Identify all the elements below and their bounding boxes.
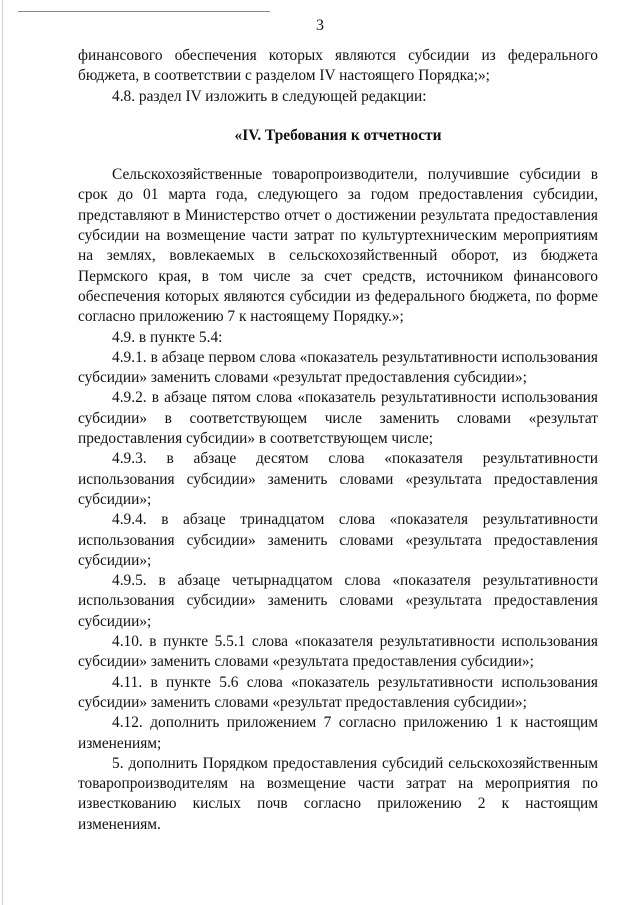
paragraph-4-9-2: 4.9.2. в абзаце пятом слова «показатель результативности использования субсидии» в соответствующем числе заменить словами «результат предоставления субсидии» в соответствующем числе; — [78, 389, 598, 448]
spacer — [78, 107, 598, 126]
paragraph-4-9-4: 4.9.4. в абзаце тринадцатом слова «показателя результативности использования субсидии» заменить словами «результата предоставления субсидии»; — [78, 511, 598, 569]
paragraph-continuation: финансового обеспечения которых являются субсидии из федерального бюджета, в соответствии с разделом IV настоящего Порядка;»; — [78, 47, 598, 85]
page-number: 3 — [316, 17, 324, 34]
paragraph-4-8: 4.8. раздел IV изложить в следующей редакции: — [112, 87, 427, 105]
section-heading: «IV. Требования к отчетности — [234, 126, 442, 144]
paragraph-4-9-3: 4.9.3. в абзаце десятом слова «показателя результативности использования субсидии» заменить словами «результата предоставления субсидии»; — [78, 450, 598, 508]
spacer — [78, 146, 598, 165]
paragraph-4-9-5: 4.9.5. в абзаце четырнадцатом слова «показателя результативности использования субсидии» заменить словами «результата предоставления субсидии»; — [78, 572, 598, 630]
paragraph-5: 5. дополнить Порядком предоставления субсидий сельскохозяйственным товаропроизводителям на возмещение части затрат на мероприятия по известкованию кислых почв согласно приложению 2 к настоящим изменениям. — [78, 754, 598, 833]
paragraph-4-9: 4.9. в пункте 5.4: — [112, 328, 223, 346]
scan-edge-top — [18, 11, 270, 12]
document-body — [78, 46, 598, 835]
paragraph-reporting: Сельскохозяйственные товаропроизводители, получившие субсидии в срок до 01 марта года, следующего за годом предоставления субсидии, представляют в Министерство отчет о достижении результата предоставления субсидии на возмещение части затрат по культуртехническим мероприятиям на землях, вовлекаемых в сельскохозяйственный оборот, из бюджета Пермского края, в том числе за счет средств, источником финансового обеспечения которых являются субсидии из федерального бюджета, по форме согласно приложению 7 к настоящему Порядку.»; — [78, 166, 598, 326]
paragraph-4-9-1: 4.9.1. в абзаце первом слова «показатель результативности использования субсидии» заменить словами «результат предоставления субсидии»; — [78, 348, 598, 387]
paragraph-4-10: 4.10. в пункте 5.5.1 слова «показателя результативности использования субсидии» заменить словами «результата предоставления субсидии»; — [78, 633, 598, 671]
paragraph-4-12: 4.12. дополнить приложением 7 согласно приложению 1 к настоящим изменениям; — [78, 714, 598, 752]
scan-edge-left — [2, 0, 3, 905]
paragraph-4-11: 4.11. в пункте 5.6 слова «показатель результативности использования субсидии» заменить словами «результат предоставления субсидии»; — [78, 673, 598, 711]
